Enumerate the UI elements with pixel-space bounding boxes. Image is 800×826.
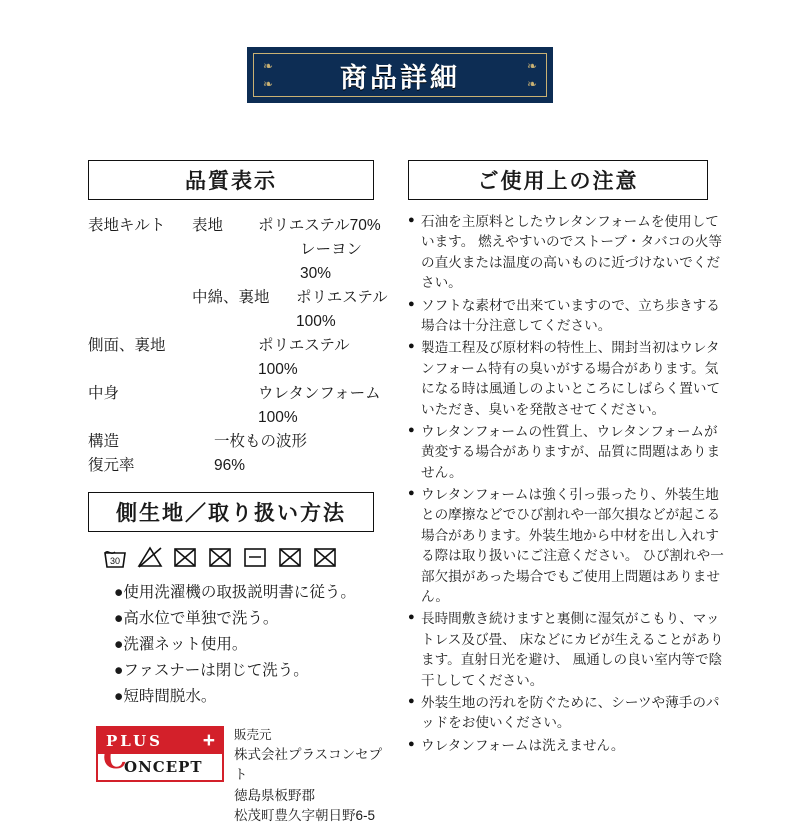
table-row <box>88 238 388 286</box>
spec-label: 側面、裏地 <box>88 337 166 355</box>
notes-list <box>408 212 728 756</box>
plus-concept-logo <box>96 726 224 782</box>
logo-bottom-text: ONCEPT <box>124 758 203 777</box>
list-item: ●洗濯ネット使用。 <box>114 636 248 654</box>
spec-sublabel: 表地 <box>192 217 224 234</box>
list-item <box>408 485 728 607</box>
note-text: ウレタンフォームは洗えません。 <box>421 737 625 753</box>
wash-tub-30-icon <box>102 544 128 570</box>
banner-inner-frame <box>253 53 547 97</box>
spec-label: 表地キルト <box>88 217 166 234</box>
spec-label: 構造 <box>88 433 120 451</box>
no-wringing-icon <box>312 544 338 570</box>
note-text: ソフトな素材で出来ていますので、立ち歩きする場合は十分注意してください。 <box>421 297 720 333</box>
logo-top-text: PLUS <box>98 728 222 754</box>
bullet-icon: ● <box>408 340 415 353</box>
notes-heading: ご使用上の注意 <box>408 160 708 200</box>
note-text: 外装生地の汚れを防ぐために、シーツや薄手のパッドをお使いください。 <box>421 694 720 731</box>
ornament-icon: ❧ <box>262 77 274 91</box>
spec-value: ポリエステル70% <box>258 217 381 234</box>
spec-label: 中身 <box>88 385 120 403</box>
seller-line: 販売元 <box>234 728 272 743</box>
list-item: ●ファスナーは閉じて洗う。 <box>114 662 309 680</box>
no-dryclean-icon <box>277 544 303 570</box>
product-detail-banner <box>247 47 553 103</box>
note-text: ウレタンフォームの性質上、ウレタンフォームが黄変する場合がありますが、品質に問題はありません。 <box>421 423 721 480</box>
table-row <box>88 454 388 478</box>
seller-address <box>234 726 388 826</box>
list-item <box>408 693 728 734</box>
logo-big-letter: C <box>103 741 127 777</box>
spec-value: ポリエステル100% <box>258 337 350 379</box>
seller-line: 株式会社プラスコンセプト <box>234 747 383 783</box>
table-row <box>88 334 388 382</box>
bullet-icon: ● <box>408 487 415 500</box>
note-text: 長時間敷き続けますと裏側に湿気がこもり、マットレス及び畳、 床などにカビが生えることがあります。直射日光を避け、 風通しの良い室内等で陰干ししてください。 <box>421 611 724 688</box>
seller-line: 松茂町豊久字朝日野6-5 <box>234 807 376 823</box>
dry-flat-icon <box>242 544 268 570</box>
table-row <box>88 286 388 334</box>
list-item <box>408 609 728 691</box>
banner-frame <box>247 47 553 103</box>
notes-column <box>408 160 728 758</box>
quality-column <box>88 160 388 826</box>
list-item <box>408 736 728 756</box>
note-text: 製造工程及び原材料の特性上、開封当初はウレタンフォーム特有の臭いがする場合があります。気になる時は風通しのよいところにしばらく置いていただき、臭いを発散させてください。 <box>421 340 721 417</box>
spec-label: 復元率 <box>88 457 135 475</box>
list-item <box>408 422 728 483</box>
no-iron-icon <box>207 544 233 570</box>
quality-heading: 品質表示 <box>88 160 374 200</box>
page-title: 商品詳細 <box>340 62 460 94</box>
spec-value: ポリエステル100% <box>296 289 388 331</box>
care-symbol-row <box>88 544 388 570</box>
care-instruction-list <box>88 580 388 710</box>
spec-sublabel: 中綿、裏地 <box>192 289 270 307</box>
list-item: ●短時間脱水。 <box>114 688 217 706</box>
spec-value: ウレタンフォーム100% <box>258 385 381 427</box>
ornament-icon: ❧ <box>526 59 538 73</box>
no-bleach-icon <box>137 544 163 570</box>
table-row <box>88 382 388 430</box>
bullet-icon: ● <box>408 214 415 226</box>
ornament-icon: ❧ <box>526 77 538 91</box>
list-item <box>408 296 728 337</box>
care-heading: 側生地／取り扱い方法 <box>88 492 374 532</box>
list-item: ●使用洗濯機の取扱説明書に従う。 <box>114 584 356 602</box>
quality-spec-table <box>88 214 388 478</box>
table-row <box>88 430 388 454</box>
bullet-icon: ● <box>408 737 415 750</box>
spec-value: レーヨン30% <box>300 241 363 283</box>
bullet-icon: ● <box>408 611 415 624</box>
list-item: ●高水位で単独で洗う。 <box>114 610 279 628</box>
ornament-icon: ❧ <box>262 59 274 73</box>
spec-value: 一枚もの波形 <box>214 433 308 451</box>
table-row <box>88 214 388 238</box>
seller-block <box>88 726 388 826</box>
bullet-icon: ● <box>408 297 415 310</box>
no-tumble-dry-icon <box>172 544 198 570</box>
list-item <box>408 212 728 294</box>
bullet-icon: ● <box>408 423 415 436</box>
bullet-icon: ● <box>408 694 415 707</box>
seller-line: 徳島県板野郡 <box>234 787 315 803</box>
note-text: 石油を主原料としたウレタンフォームを使用しています。 燃えやすいのでストーブ・タバコの火等の直火または温度の高いものに近づけないでください。 <box>421 214 722 291</box>
plus-icon: + <box>202 729 215 753</box>
spec-value: 96% <box>214 457 246 475</box>
list-item <box>408 338 728 420</box>
svg-text:30: 30 <box>109 556 121 567</box>
note-text: ウレタンフォームは強く引っ張ったり、外装生地との摩擦などでひび割れや一部欠損などが起こる場合があります。外装生地から中材を出し入れする際は取り扱いにご注意ください。 ひび割れや一部欠損があった場合でもご使用上問題はありません。 <box>421 487 724 605</box>
